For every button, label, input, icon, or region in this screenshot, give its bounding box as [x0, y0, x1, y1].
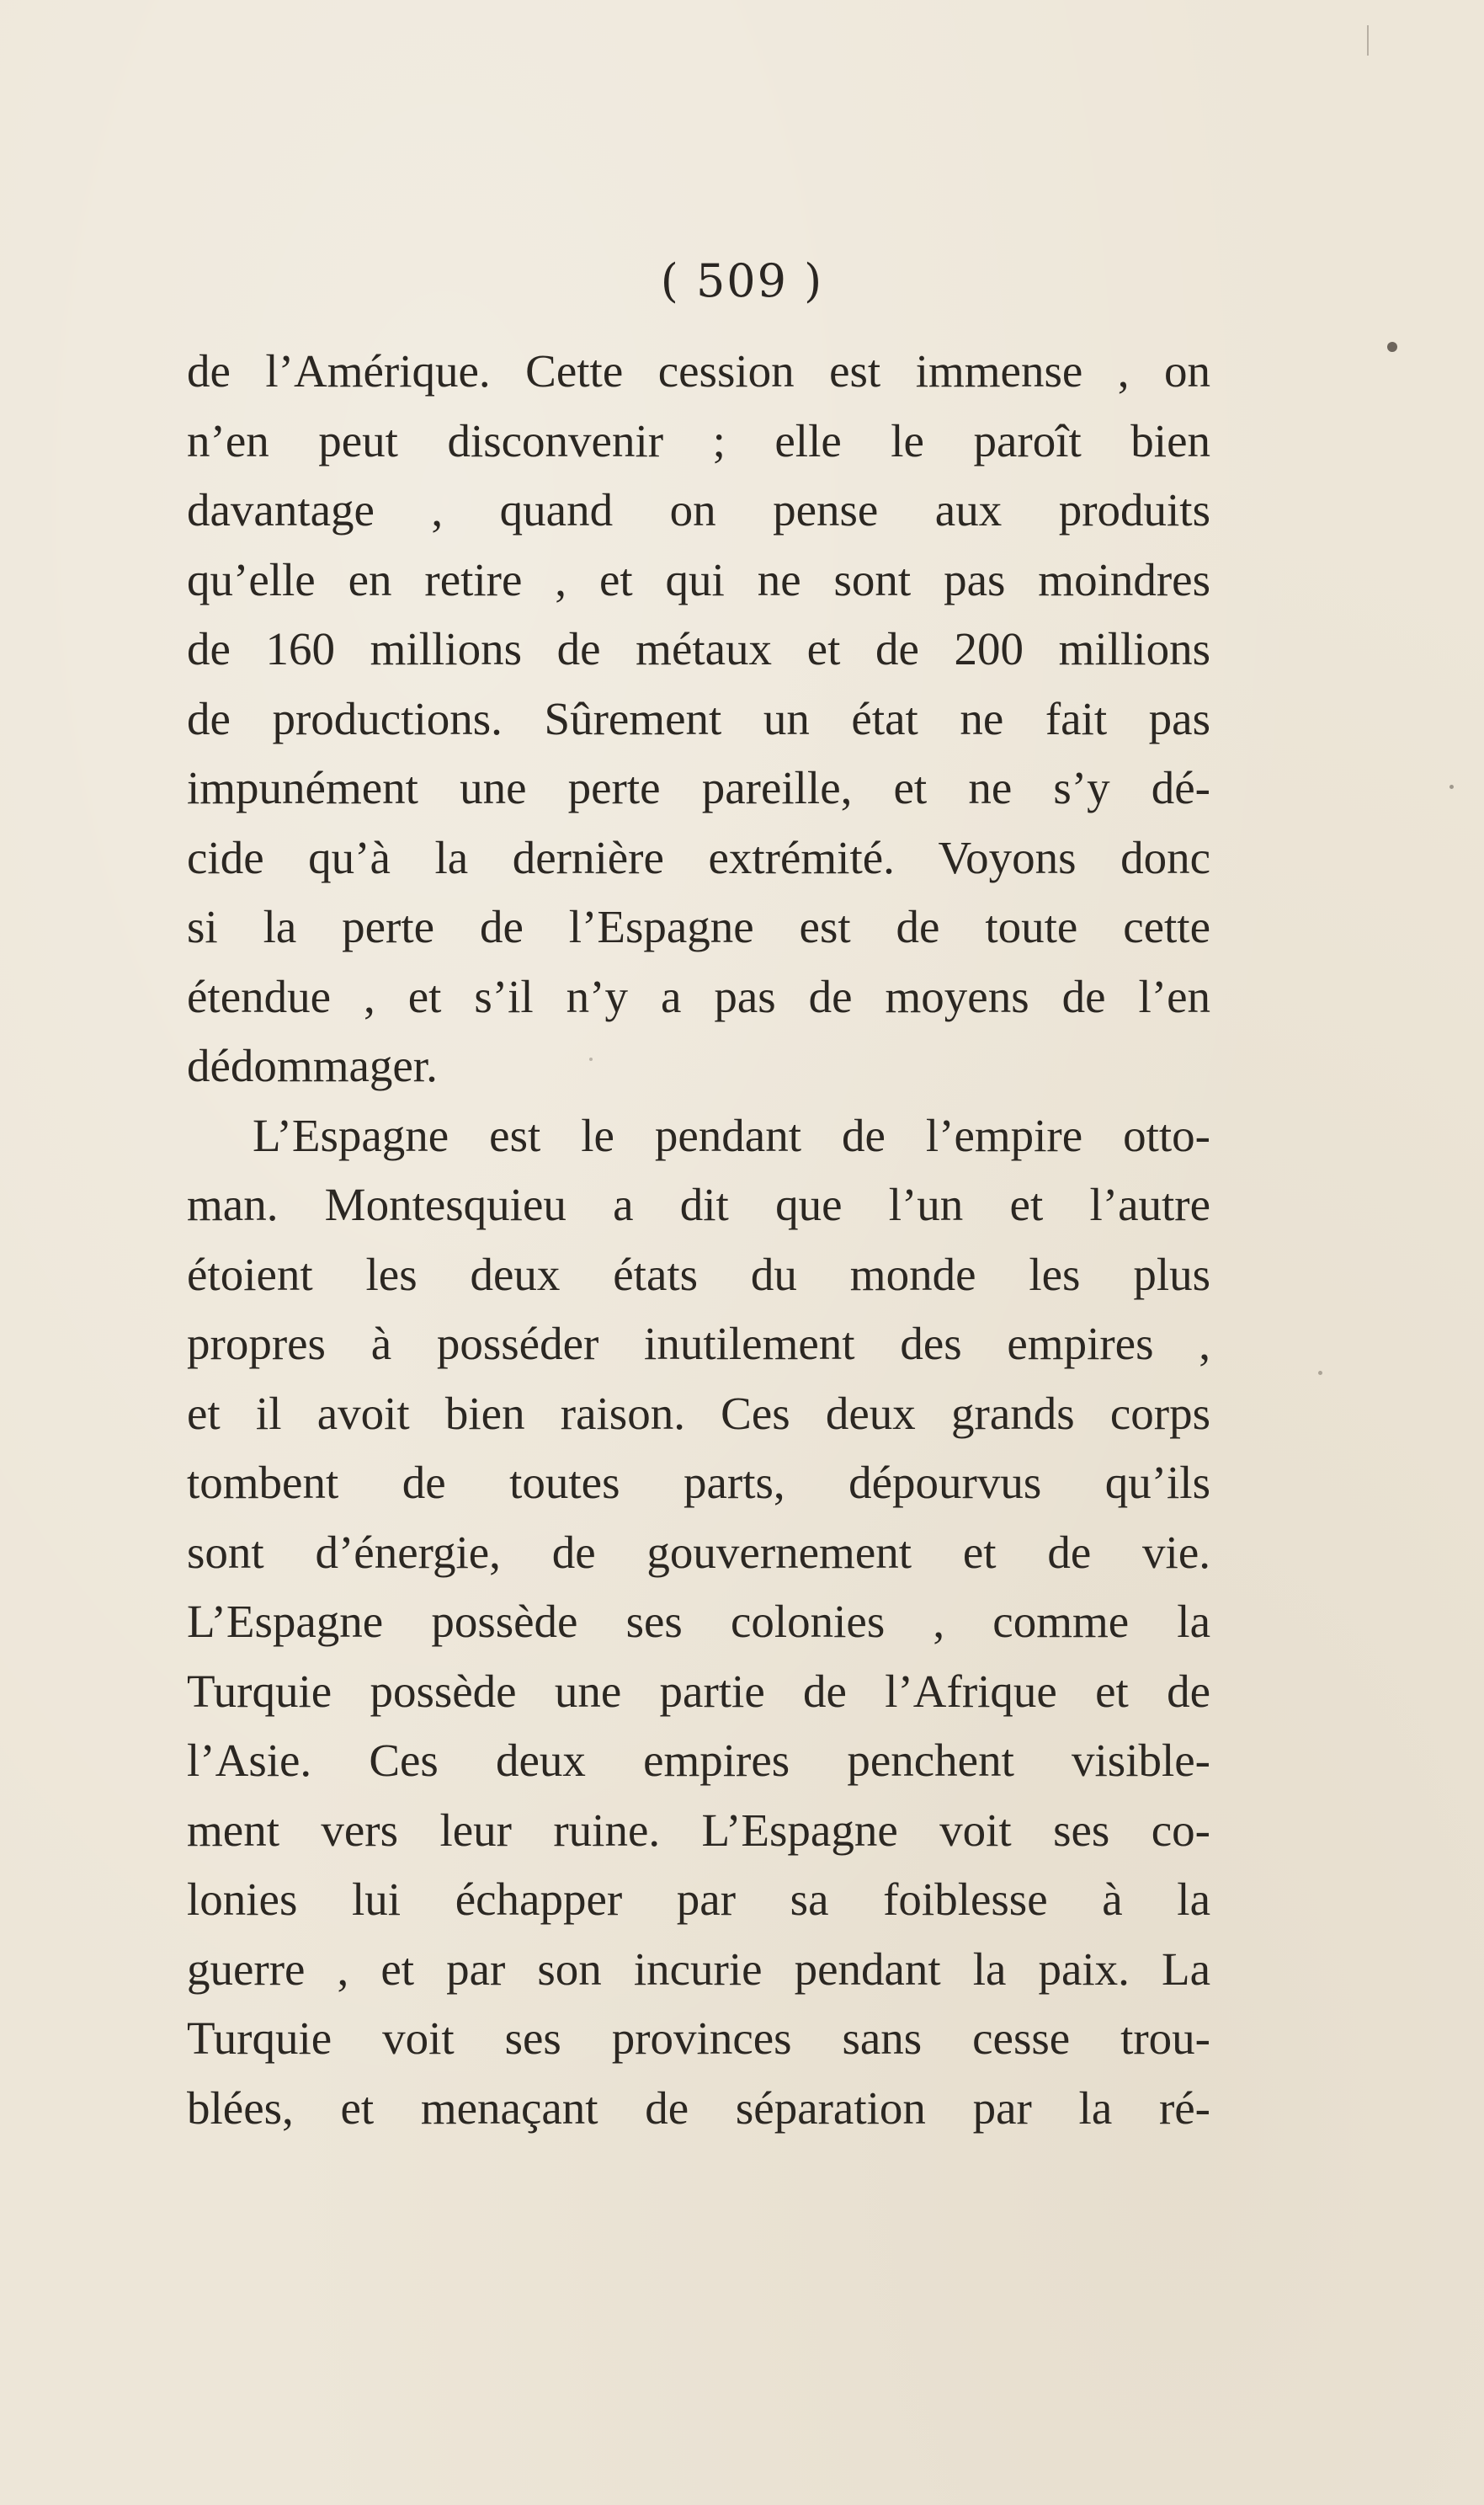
text-line: Turquie voit ses provinces sans cesse trou- — [187, 2012, 1210, 2064]
ink-speck — [1318, 1371, 1322, 1375]
paragraph-1 — [187, 337, 1210, 1101]
text-line: si la perte de l’Espagne est de toute cette — [187, 901, 1210, 952]
text-line: sont d’énergie, de gouvernement et de vie. — [187, 1526, 1210, 1578]
text-line: étendue , et s’il n’y a pas de moyens de l’en — [187, 970, 1210, 1022]
ink-speck — [1449, 785, 1454, 789]
text-line: propres à posséder inutilement des empires , — [187, 1318, 1210, 1369]
text-line: et il avoit bien raison. Ces deux grands corps — [187, 1387, 1210, 1439]
text-line: qu’elle en retire , et qui ne sont pas moindres — [187, 553, 1210, 605]
text-line: impunément une perte pareille, et ne s’y dé- — [187, 762, 1210, 813]
text-line: lonies lui échapper par sa foiblesse à la — [187, 1873, 1210, 1925]
body-text — [187, 337, 1210, 2143]
text-line: cide qu’à la dernière extrémité. Voyons donc — [187, 831, 1210, 883]
paragraph-2 — [187, 1101, 1210, 2144]
text-line: étoient les deux états du monde les plus — [187, 1248, 1210, 1300]
ink-speck — [1387, 342, 1397, 352]
text-line: guerre , et par son incurie pendant la paix. La — [187, 1943, 1210, 1995]
text-line: n’en peut disconvenir ; elle le paroît bien — [187, 414, 1210, 466]
ink-speck — [589, 1058, 593, 1061]
text-line: davantage , quand on pense aux produits — [187, 484, 1210, 536]
text-line: blées, et menaçant de séparation par la ré- — [187, 2081, 1210, 2134]
edge-mark — [1367, 25, 1369, 56]
text-line: de l’Amérique. Cette cession est immense , on — [187, 345, 1210, 397]
text-line: man. Montesquieu a dit que l’un et l’autre — [187, 1179, 1210, 1230]
page-number: ( 509 ) — [660, 254, 824, 307]
text-line: L’Espagne possède ses colonies , comme la — [187, 1596, 1210, 1647]
text-line: dédommager. — [187, 1040, 438, 1091]
text-line: Turquie possède une partie de l’Afrique et de — [187, 1665, 1210, 1717]
text-line: de productions. Sûrement un état ne fait pas — [187, 692, 1210, 744]
text-line: l’Asie. Ces deux empires penchent visible- — [187, 1735, 1210, 1786]
text-line: tombent de toutes parts, dépourvus qu’ils — [187, 1457, 1210, 1508]
text-line: L’Espagne est le pendant de l’empire otto- — [253, 1109, 1210, 1161]
text-line: ment vers leur ruine. L’Espagne voit ses co- — [187, 1804, 1210, 1856]
text-line: de 160 millions de métaux et de 200 millions — [187, 623, 1210, 674]
